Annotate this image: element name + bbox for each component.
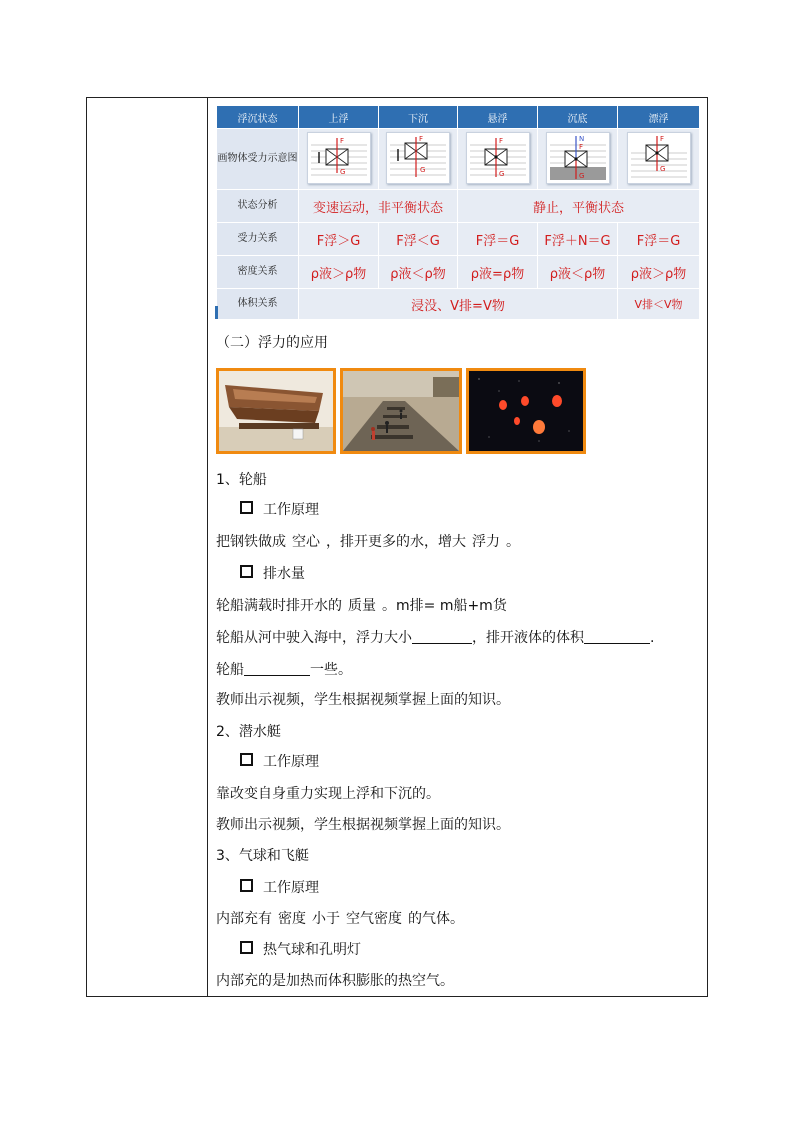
submarine-principle-item: [240, 752, 319, 772]
checkbox-icon: [240, 501, 253, 514]
density-bottom: ρ液＜ρ物: [538, 256, 618, 289]
header-suspended: 悬浮: [458, 106, 538, 129]
answer-buoyancy: 浮力: [472, 534, 500, 550]
answer-less-than: 小于: [312, 911, 340, 927]
blank-volume-change: [584, 629, 650, 644]
table-corner-mark: [215, 306, 218, 319]
row-label-force: 受力关系: [217, 223, 299, 256]
force-label-g: G: [420, 165, 426, 174]
blank-buoyancy-change: [412, 629, 472, 644]
force-label-f: F: [498, 136, 503, 145]
submarine-principle-title: 工作原理: [263, 754, 319, 770]
force-label-f: F: [419, 134, 424, 143]
ship-video-note: 教师出示视频，学生根据视频掌握上面的知识。: [216, 692, 510, 708]
header-bottom: 沉底: [538, 106, 618, 129]
force-diagram-suspended: [466, 132, 530, 184]
ship-river-text: 轮船从河中驶入海中，浮力大小 ，排开液体的体积 .: [216, 630, 655, 646]
balloon-principle-item: [240, 878, 319, 898]
ship-principle-title: 工作原理: [263, 502, 319, 518]
density-suspended: ρ液=ρ物: [458, 256, 538, 289]
diagram-row: [217, 129, 700, 190]
force-label-f: F: [578, 142, 583, 151]
force-label-f: F: [659, 134, 664, 143]
table-header-row: [217, 106, 700, 129]
ship-river-text-2: 轮船 一些。: [216, 662, 352, 678]
blank-float-change: [244, 661, 310, 676]
checkbox-icon: [240, 941, 253, 954]
force-rising: F浮＞G: [299, 223, 379, 256]
state-static: 静止，平衡状态: [458, 190, 700, 223]
force-suspended: F浮＝G: [458, 223, 538, 256]
force-label-g: G: [339, 167, 345, 176]
answer-mass: 质量: [348, 598, 376, 614]
hot-air-item: [240, 940, 361, 960]
submarine-heading: 2、潜水艇: [216, 724, 281, 740]
force-bottom: F浮＋N＝G: [538, 223, 618, 256]
force-diagram-bottom: [546, 132, 610, 184]
force-diagram-sinking: [386, 132, 450, 184]
ship-principle-item: [240, 500, 319, 520]
volume-row: [217, 289, 700, 320]
force-label-n: N: [578, 134, 584, 143]
state-moving: 变速运动，非平衡状态: [299, 190, 458, 223]
balloon-heading: 3、气球和飞艇: [216, 848, 309, 864]
row-label-density: 密度关系: [217, 256, 299, 289]
density-rising: ρ液＞ρ物: [299, 256, 379, 289]
checkbox-icon: [240, 879, 253, 892]
checkbox-icon: [240, 753, 253, 766]
force-diagram-rising: [307, 132, 371, 184]
ship-displacement-item: [240, 564, 305, 584]
hot-air-title: 热气球和孔明灯: [263, 942, 361, 958]
force-label-g: G: [659, 164, 665, 173]
section-title: （二）浮力的应用: [216, 335, 328, 351]
answer-density: 密度: [278, 911, 306, 927]
state-row: [217, 190, 700, 223]
checkbox-icon: [240, 565, 253, 578]
pontoon-bridge-photo: [340, 368, 462, 454]
balloon-principle-title: 工作原理: [263, 880, 319, 896]
force-label-f: F: [339, 136, 344, 145]
balloon-principle-text: 内部充有 密度 小于 空气密度 的气体。: [216, 911, 464, 927]
ship-heading: 1、轮船: [216, 472, 267, 488]
force-row: [217, 223, 700, 256]
header-rising: 上浮: [299, 106, 379, 129]
row-label-diagram: 画物体受力示意图: [217, 129, 299, 190]
row-label-state: 状态分析: [217, 190, 299, 223]
submarine-video-note: 教师出示视频，学生根据视频掌握上面的知识。: [216, 817, 510, 833]
ship-principle-text: 把钢铁做成 空心 ，排开更多的水，增大 浮力 。: [216, 534, 520, 550]
row-label-volume: 体积关系: [217, 289, 299, 320]
ship-displacement-title: 排水量: [263, 566, 305, 582]
float-sink-summary-table: [216, 105, 700, 320]
boat-photo: [216, 368, 336, 454]
density-floating: ρ液＞ρ物: [618, 256, 700, 289]
volume-submerged: 浸没、V排=V物: [299, 289, 618, 320]
header-sinking: 下沉: [379, 106, 458, 129]
force-sinking: F浮＜G: [379, 223, 458, 256]
header-state: 浮沉状态: [217, 106, 299, 129]
hot-air-text: 内部充的是加热而体积膨胀的热空气。: [216, 973, 454, 989]
column-divider: [207, 97, 208, 997]
force-label-g: G: [498, 169, 504, 178]
force-floating: F浮＝G: [618, 223, 700, 256]
submarine-principle-text: 靠改变自身重力实现上浮和下沉的。: [216, 786, 440, 802]
density-sinking: ρ液＜ρ物: [379, 256, 458, 289]
force-diagram-floating: [627, 132, 691, 184]
ship-displacement-text: 轮船满载时排开水的 质量 。m排= m船+m货: [216, 598, 507, 614]
sky-lanterns-photo: [466, 368, 586, 454]
header-floating: 漂浮: [618, 106, 700, 129]
force-label-g: G: [578, 171, 584, 180]
density-row: [217, 256, 700, 289]
volume-floating: V排＜V物: [618, 289, 700, 320]
answer-hollow: 空心: [292, 534, 320, 550]
answer-air-density: 空气密度: [346, 911, 402, 927]
